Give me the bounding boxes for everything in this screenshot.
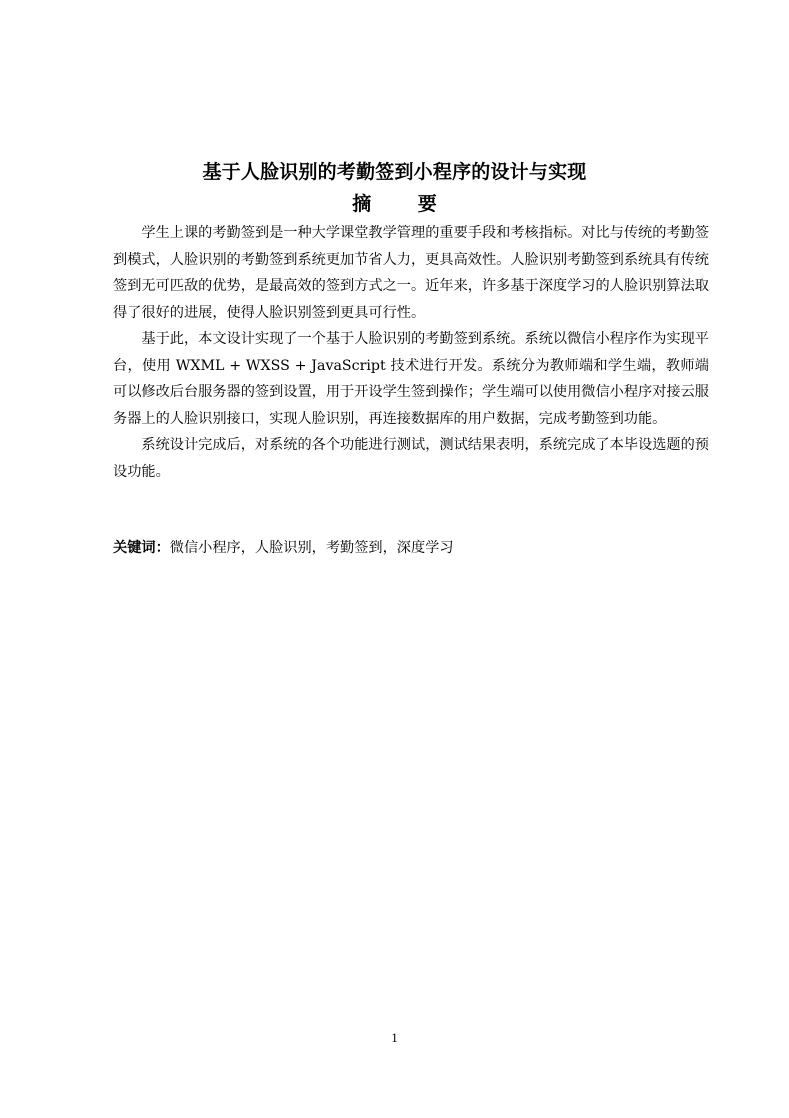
keywords-line [113,535,709,561]
page-number: 1 [391,1030,398,1045]
abstract-body [113,220,709,485]
abstract-paragraph-3: 系统设计完成后，对系统的各个功能进行测试，测试结果表明，系统完成了本毕设选题的预设功能。 [113,437,709,480]
abstract-heading: 摘 要 [352,193,457,215]
keywords-value: 微信小程序，人脸识别，考勤签到，深度学习 [169,540,454,556]
abstract-paragraph-2: 基于此，本文设计实现了一个基于人脸识别的考勤签到系统。系统以微信小程序作为实现平台，使用 WXML + WXSS + JavaScript 技术进行开发。系统分为教师端和学生端，教师端可以修改后台服务器的签到设置，用于开设学生签到操作；学生端可以使用微信小程序对接云服务器上的人脸识别接口，实现人脸识别，再连接数据库的用户数据，完成考勤签到功能。 [113,331,709,427]
document-title: 基于人脸识别的考勤签到小程序的设计与实现 [202,161,587,183]
keywords-label: 关键词： [113,540,170,556]
abstract-paragraph-1: 学生上课的考勤签到是一种大学课堂教学管理的重要手段和考核指标。对比与传统的考勤签到模式，人脸识别的考勤签到系统更加节省人力，更具高效性。人脸识别考勤签到系统具有传统签到无可匹敌的优势，是最高效的签到方式之一。近年来，许多基于深度学习的人脸识别算法取得了很好的进展，使得人脸识别签到更具可行性。 [113,225,709,321]
